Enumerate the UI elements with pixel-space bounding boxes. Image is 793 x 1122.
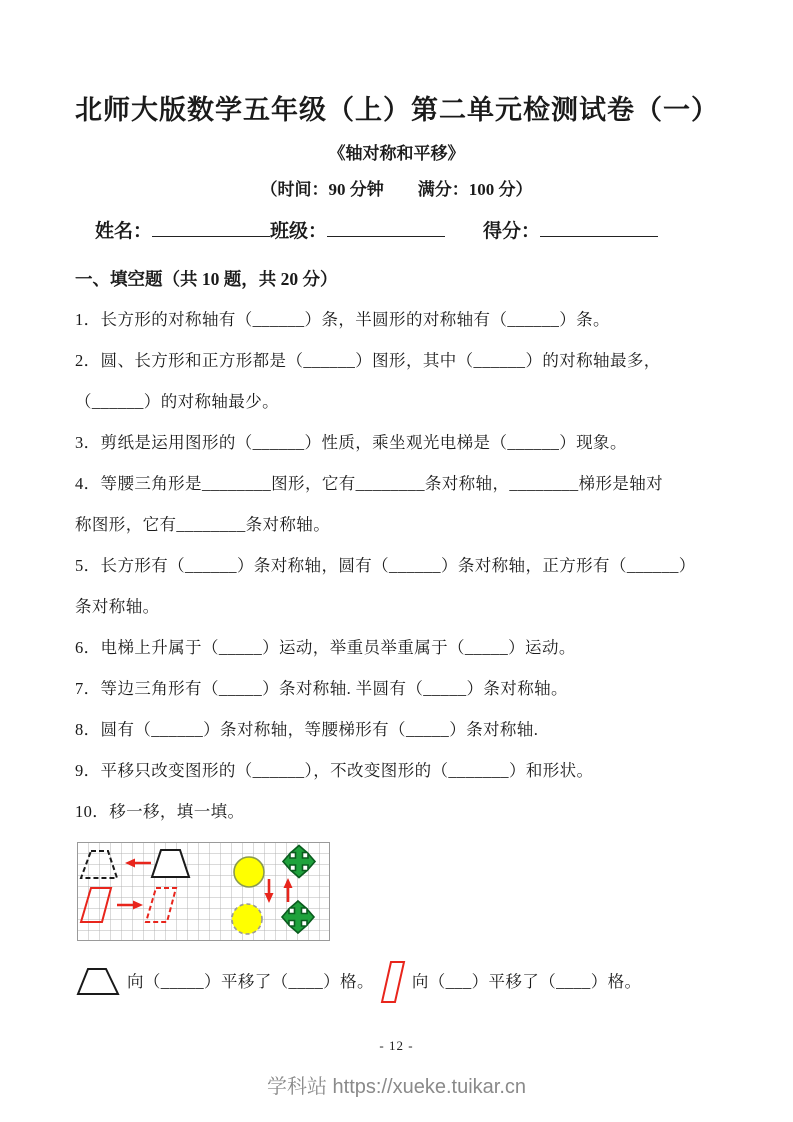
footer-site-link: 学科站 https://xueke.tuikar.cn	[267, 1076, 526, 1098]
question-10: 10．移一移，填一填。	[75, 802, 245, 821]
question-4-line-1: 4．等腰三角形是________图形，它有________条对称轴，________梯形是轴对	[75, 474, 664, 493]
page-number: - 12 -	[379, 1038, 414, 1053]
class-blank	[327, 218, 445, 237]
circle-dashed	[232, 904, 262, 934]
circle-solid	[234, 857, 264, 887]
question-6: 6．电梯上升属于（_____）运动，举重员举重属于（_____）运动。	[75, 638, 576, 657]
score-blank	[540, 218, 658, 237]
question-10-figure	[77, 842, 718, 946]
question-8: 8．圆有（______）条对称轴，等腰梯形有（_____）条对称轴.	[75, 720, 539, 739]
question-7: 7．等边三角形有（_____）条对称轴. 半圆有（_____）条对称轴。	[75, 679, 568, 698]
question-4-line-2: 称图形，它有________条对称轴。	[75, 515, 331, 534]
question-5-line-1: 5．长方形有（______）条对称轴，圆有（______）条对称轴，正方形有（______）	[75, 556, 696, 575]
question-2-line-2: （______）的对称轴最少。	[75, 392, 279, 411]
score-label: 得分：	[483, 221, 541, 242]
question-9: 9．平移只改变图形的（______），不改变图形的（_______）和形状。	[75, 761, 594, 780]
name-blank	[152, 218, 270, 237]
translation-grid-figure	[77, 842, 330, 941]
paper-subtitle: 《轴对称和平移》	[328, 144, 465, 163]
question-5-line-2: 条对称轴。	[75, 597, 160, 616]
student-info-line	[75, 218, 718, 245]
parallelogram-answer-text: 向（___）平移了（____）格。	[411, 972, 642, 991]
section-1-heading: 一、填空题（共 10 题，共 20 分）	[75, 269, 338, 289]
red-parallelogram-icon	[380, 959, 406, 1005]
question-2-line-1: 2．圆、长方形和正方形都是（______）图形，其中（______）的对称轴最多，	[75, 351, 661, 370]
class-label: 班级：	[270, 221, 328, 242]
question-1: 1．长方形的对称轴有（______）条，半圆形的对称轴有（______）条。	[75, 310, 610, 329]
trapezoid-answer-text: 向（_____）平移了（____）格。	[127, 972, 374, 991]
name-label: 姓名：	[95, 221, 153, 242]
question-3: 3．剪纸是运用图形的（______）性质，乘坐观光电梯是（______）现象。	[75, 433, 627, 452]
time-score-line: （时间：90 分钟 满分：100 分）	[260, 180, 533, 199]
page-title: 北师大版数学五年级（上）第二单元检测试卷（一）	[75, 95, 719, 125]
question-10-answer-line	[75, 958, 718, 1006]
trapezoid-icon	[75, 967, 121, 997]
